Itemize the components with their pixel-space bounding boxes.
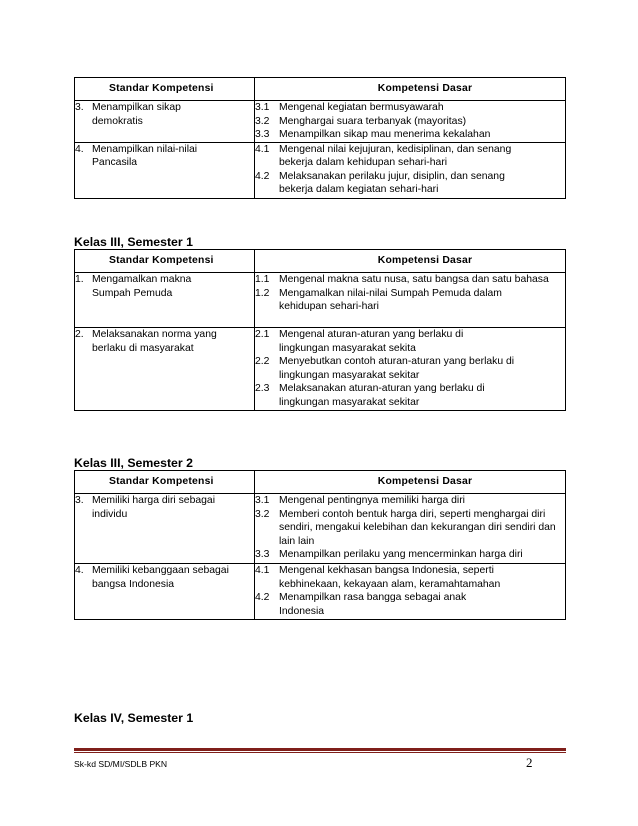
section-heading: Kelas IV, Semester 1	[74, 711, 194, 725]
footer-rule-thin	[74, 752, 566, 753]
kd-number: 1.2	[255, 287, 270, 299]
kd-cell	[255, 328, 566, 411]
kd-number: 4.2	[255, 170, 270, 182]
kd-text: Menghargai suara terbanyak (mayoritas)	[279, 115, 467, 127]
kd-text: Mengamalkan nilai-nilai Sumpah Pemuda dalam kehidupan sehari-hari	[279, 287, 502, 312]
sk-cell	[75, 494, 255, 564]
kd-number: 3.3	[255, 549, 270, 560]
kd-text: Memberi contoh bentuk harga diri, seperti menghargai diri sendiri, mengakui kelebihan dan kekurangan diri sendiri dan lain lain	[279, 508, 556, 547]
sk-text: Mengamalkan makna Sumpah Pemuda	[92, 274, 192, 299]
sk-number: 1.	[75, 274, 84, 285]
kd-text: Mengenal aturan-aturan yang berlaku di lingkungan masyarakat sekita	[279, 329, 464, 354]
header-kompetensi-dasar: Kompetensi Dasar	[255, 78, 566, 101]
section-heading: Kelas III, Semester 2	[74, 456, 193, 470]
competency-table-3	[74, 470, 566, 620]
footer-document-label: Sk-kd SD/MI/SDLB PKN	[74, 759, 168, 769]
sk-text: Melaksanakan norma yang berlaku di masyarakat	[92, 329, 217, 354]
kd-number: 2.2	[255, 356, 270, 367]
kd-text: Mengenal kegiatan bermusyawarah	[279, 102, 444, 113]
page-number: 2	[526, 755, 533, 770]
table-row	[75, 494, 566, 564]
kd-number: 1.1	[255, 274, 270, 285]
kd-text: Menampilkan perilaku yang mencerminkan harga diri	[279, 549, 523, 560]
table-header-row	[75, 250, 566, 273]
sk-number: 2.	[75, 329, 84, 340]
table-header-row	[75, 78, 566, 101]
table-row	[75, 142, 566, 198]
kd-number: 4.1	[255, 143, 270, 155]
sk-text: Menampilkan nilai-nilai Pancasila	[92, 143, 198, 168]
kd-text: Menyebutkan contoh aturan-aturan yang berlaku di lingkungan masyarakat sekitar	[279, 356, 515, 381]
header-standar-kompetensi: Standar Kompetensi	[75, 78, 255, 101]
sk-text: Memiliki harga diri sebagai individu	[92, 495, 216, 520]
kd-number: 3.1	[255, 102, 270, 113]
kd-number: 4.1	[255, 565, 270, 576]
kd-number: 3.2	[255, 115, 270, 127]
kd-text: Melaksanakan perilaku jujur, disiplin, dan senang bekerja dalam kegiatan sehari-hari	[279, 170, 505, 195]
kd-number: 2.3	[255, 383, 270, 394]
kd-number: 2.1	[255, 329, 270, 340]
table-row	[75, 328, 566, 411]
sk-text: Memiliki kebanggaan sebagai bangsa Indonesia	[92, 565, 229, 590]
kd-text: Menampilkan sikap mau menerima kekalahan	[279, 129, 491, 140]
kd-cell	[255, 564, 566, 620]
table-row	[75, 564, 566, 620]
kd-text: Melaksanakan aturan-aturan yang berlaku di lingkungan masyarakat sekitar	[279, 383, 485, 408]
kd-cell	[255, 101, 566, 143]
sk-cell	[75, 101, 255, 143]
table-row	[75, 101, 566, 143]
kd-text: Menampilkan rasa bangga sebagai anak Indonesia	[279, 592, 467, 617]
section-heading: Kelas III, Semester 1	[74, 235, 193, 249]
sk-number: 3.	[75, 495, 84, 506]
sk-cell	[75, 564, 255, 620]
footer-rule-thick	[74, 748, 566, 751]
sk-number: 3.	[75, 102, 84, 113]
header-standar-kompetensi: Standar Kompetensi	[75, 250, 255, 273]
sk-cell	[75, 273, 255, 328]
sk-cell	[75, 328, 255, 411]
table-row	[75, 273, 566, 328]
header-standar-kompetensi: Standar Kompetensi	[75, 471, 255, 494]
kd-number: 3.1	[255, 495, 270, 506]
table-header-row	[75, 471, 566, 494]
header-kompetensi-dasar: Kompetensi Dasar	[255, 250, 566, 273]
kd-text: Mengenal kekhasan bangsa Indonesia, seperti kebhinekaan, kekayaan alam, keramahtamahan	[279, 565, 501, 590]
kd-text: Mengenal nilai kejujuran, kedisiplinan, dan senang bekerja dalam kehidupan sehari-hari	[279, 143, 512, 168]
sk-cell	[75, 142, 255, 198]
kd-cell	[255, 494, 566, 564]
header-kompetensi-dasar: Kompetensi Dasar	[255, 471, 566, 494]
kd-text: Mengenal pentingnya memiliki harga diri	[279, 495, 465, 506]
kd-cell	[255, 273, 566, 328]
sk-number: 4.	[75, 143, 84, 155]
kd-cell	[255, 142, 566, 198]
sk-text: Menampilkan sikap demokratis	[92, 102, 181, 127]
kd-number: 3.2	[255, 508, 270, 520]
kd-number: 4.2	[255, 592, 270, 603]
competency-table-2	[74, 249, 566, 411]
kd-number: 3.3	[255, 129, 270, 140]
competency-table-1	[74, 77, 566, 199]
sk-number: 4.	[75, 565, 84, 576]
kd-text: Mengenal makna satu nusa, satu bangsa dan satu bahasa	[279, 274, 549, 285]
